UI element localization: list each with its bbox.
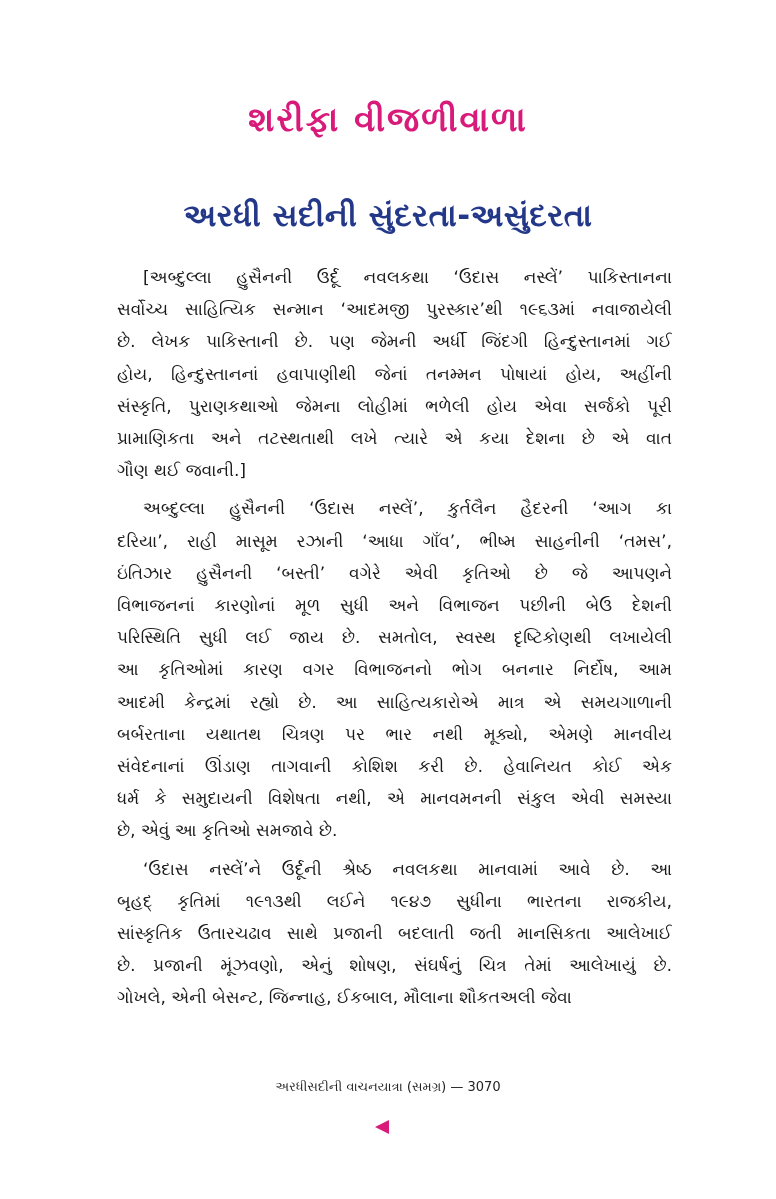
text-line: દરિયા’, રાહી માસૂમ રઝાની ‘આધા ગાઁવ’, ભીષ્મ સાહનીની ‘તમસ’, — [117, 531, 672, 552]
text-line: અબ્દુલ્લા હુસૈનની ‘ઉદાસ નસ્લેં’, કુર્તલૈન હૈદરની ‘આગ કા — [143, 499, 672, 520]
text-line: [અબ્દુલ્લા હુસૈનની ઉર્દૂ નવલકથા ‘ઉદાસ નસ્લેં’ પાકિસ્તાનના — [143, 268, 672, 288]
page-footer: અરધીસદીની વાચનયાત્રા (સમગ્ર) — 3070 — [275, 1080, 501, 1095]
text-line: સંસ્કૃતિ, પુરાણકથાઓ જેમના લોહીમાં ભળેલી હોય એવા સર્જકો પૂરી — [117, 396, 672, 417]
text-line: ઇંતિઝાર હુસૈનની ‘બસ્તી’ વગેરે એવી કૃતિઓ છે જે આપણને — [117, 563, 672, 584]
paragraph — [117, 493, 672, 847]
article-title: અરધી સદીની સુંદરતા-અસુંદરતા — [183, 198, 593, 234]
text-line: વિભાજનનાં કારણોનાં મૂળ સુધી અને વિભાજન પછીની બેઉ દેશની — [117, 596, 672, 617]
text-line: ગોખલે, એની બેસન્ટ, જિન્નાહ, ઈકબાલ, મૌલાના શૌકતઅલી જેવા — [117, 988, 572, 1009]
text-line: હોય, હિન્દુસ્તાનનાં હવાપાણીથી જેનાં તનમ્મન પોષાયાં હોય, અહીંની — [117, 364, 672, 385]
paragraph — [117, 854, 672, 1015]
text-line: ગૌણ થઈ જવાની.] — [117, 461, 246, 482]
text-line: ‘ઉદાસ નસ્લેં’ને ઉર્દૂની શ્રેષ્ઠ નવલકથા માનવામાં આવે છે. આ — [143, 859, 672, 880]
text-line: બર્બરતાના યથાતથ ચિત્રણ પર ભાર નથી મૂક્યો, એમણે માનવીય — [117, 724, 672, 745]
article-body — [117, 262, 672, 1015]
prev-page-icon[interactable] — [375, 1120, 389, 1134]
text-line: સંવેદનાનાં ઊંડાણ તાગવાની કોશિશ કરી છે. હેવાનિયત કોઈ એક — [117, 757, 672, 778]
text-line: પરિસ્થિતિ સુધી લઈ જાય છે. સમતોલ, સ્વસ્થ દૃષ્ટિકોણથી લખાયેલી — [117, 628, 672, 649]
paragraph — [117, 262, 672, 487]
text-line: સર્વોચ્ચ સાહિત્યિક સન્માન ‘આદમજી પુરસ્કાર’થી ૧૯૬૩માં નવાજાયેલી — [117, 300, 672, 321]
text-line: પ્રામાણિકતા અને તટસ્થતાથી લખે ત્યારે એ કયા દેશના છે એ વાત — [117, 429, 672, 450]
text-line: બૃહદ્ કૃતિમાં ૧૯૧૩થી લઈને ૧૯૪૭ સુધીના ભારતના રાજકીય, — [117, 891, 672, 912]
text-line: ધર્મ કે સમુદાયની વિશેષતા નથી, એ માનવમનની સંકુલ એવી સમસ્યા — [117, 789, 672, 810]
text-line: છે. પ્રજાની મૂંઝવણો, એનું શોષણ, સંઘર્ષનું ચિત્ર તેમાં આલેખાયું છે. — [117, 956, 672, 977]
text-line: આ કૃતિઓમાં કારણ વગર વિભાજનનો ભોગ બનનાર નિર્દોષ, આમ — [117, 660, 672, 681]
text-line: છે, એવું આ કૃતિઓ સમજાવે છે. — [117, 821, 338, 842]
text-line: છે. લેખક પાકિસ્તાની છે. પણ જેમની અર્ધી જિંદગી હિન્દુસ્તાનમાં ગઈ — [117, 332, 672, 353]
text-line: આદમી કેન્દ્રમાં રહ્યો છે. આ સાહિત્યકારોએ માત્ર એ સમયગાળાની — [117, 692, 672, 713]
author-name: શરીફા વીજળીવાળા — [248, 100, 528, 140]
text-line: સાંસ્કૃતિક ઉતારચઢાવ સાથે પ્રજાની બદલાતી જતી માનસિકતા આલેખાઈ — [117, 924, 672, 945]
